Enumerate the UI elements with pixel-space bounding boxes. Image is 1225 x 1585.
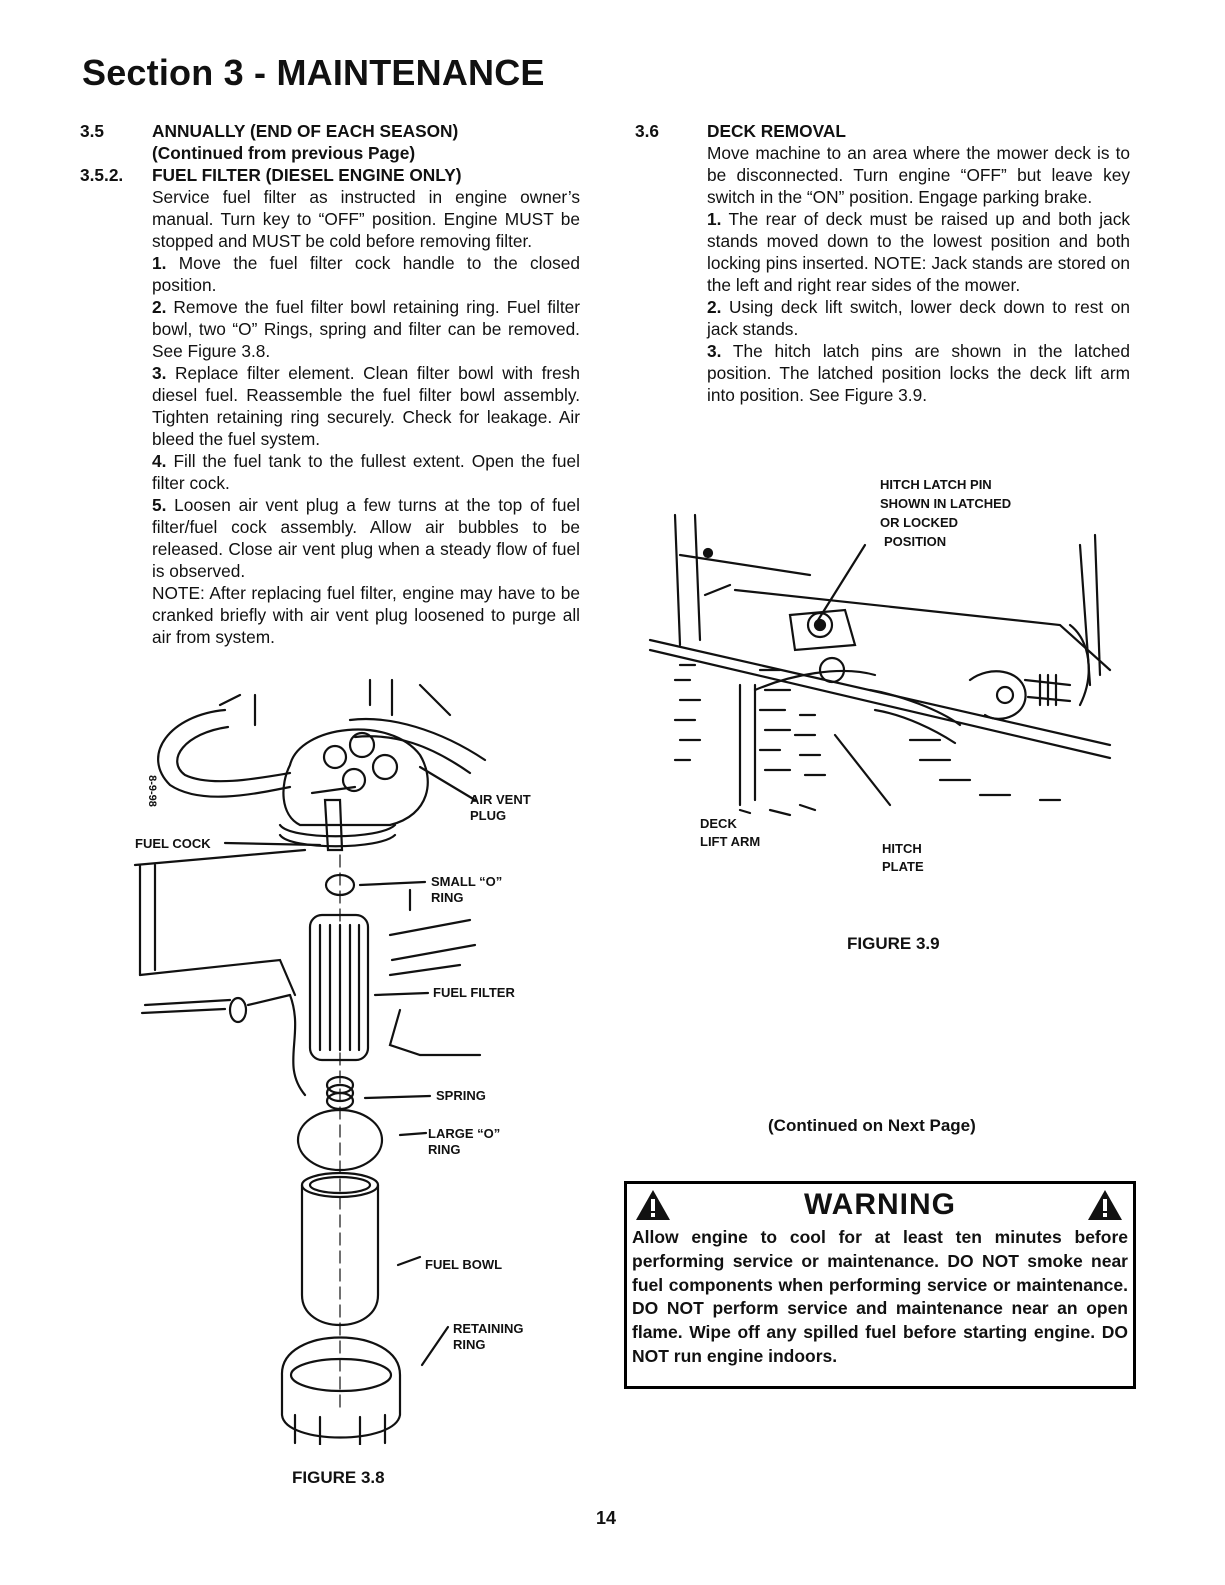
figure-3-8-fuel-filter-diagram <box>130 675 560 1445</box>
retaining-ring-label: RETAINING RING <box>453 1321 524 1352</box>
section-heading-3-5-2 <box>80 164 580 186</box>
step-number: 5. <box>152 495 167 515</box>
page-title: Section 3 - MAINTENANCE <box>82 52 545 93</box>
section-subheading <box>80 142 580 164</box>
right-column <box>635 120 1130 406</box>
warning-title: WARNING <box>804 1188 956 1221</box>
air-vent-plug-label: AIR VENT PLUG <box>470 792 531 823</box>
step-item <box>152 362 580 450</box>
small-o-ring-label: SMALL “O” RING <box>431 874 503 905</box>
hitch-plate-label: HITCH PLATE <box>882 841 924 874</box>
step-number: 3. <box>152 363 167 383</box>
spring-label: SPRING <box>436 1088 486 1103</box>
step-item <box>707 340 1130 406</box>
note-paragraph: NOTE: After replacing fuel filter, engine may have to be cranked briefly with air vent plug loosened to purge all air from system. <box>152 583 580 647</box>
fuel-cock-label: FUEL COCK <box>135 836 211 851</box>
figure-3-8-caption: FIGURE 3.8 <box>292 1468 385 1487</box>
fuel-filter-instructions <box>152 186 580 648</box>
hitch-latch-pin-label: HITCH LATCH PIN SHOWN IN LATCHED OR LOCKED POSITION <box>880 477 1012 549</box>
step-item <box>707 208 1130 296</box>
step-item <box>152 450 580 494</box>
warning-box <box>624 1181 1136 1389</box>
step-number: 2. <box>152 297 167 317</box>
section-subtitle: (Continued from previous Page) <box>152 143 416 163</box>
deck-removal-instructions <box>707 142 1130 406</box>
step-text: The rear of deck must be raised up and both jack stands moved down to the lowest position and both locking pins inserted. NOTE: Jack stands are stored on the left and right rear sides of the mower. <box>707 209 1130 295</box>
step-item <box>152 494 580 582</box>
fuel-filter-label: FUEL FILTER <box>433 985 515 1000</box>
intro-paragraph: Service fuel filter as instructed in engine owner’s manual. Turn key to “OFF” position. Engine MUST be stopped and MUST be cold before removing filter. <box>152 187 580 251</box>
section-number: 3.5 <box>80 121 105 141</box>
step-text: Move the fuel filter cock handle to the closed position. <box>152 253 580 295</box>
step-number: 1. <box>152 253 167 273</box>
section-title: ANNUALLY (END OF EACH SEASON) <box>152 121 459 141</box>
section-title: DECK REMOVAL <box>707 121 846 141</box>
figure-3-9-deck-hitch-diagram <box>640 475 1120 880</box>
page-number: 14 <box>596 1508 617 1528</box>
intro-paragraph: Move machine to an area where the mower deck is to be disconnected. Turn engine “OFF” but leave key switch in the “ON” position. Engage parking brake. <box>707 143 1130 207</box>
step-text: The hitch latch pins are shown in the latched position. The latched position locks the deck lift arm into position. See Figure 3.9. <box>707 341 1130 405</box>
deck-lift-arm-label: DECK LIFT ARM <box>700 816 761 849</box>
figure-3-9-caption: FIGURE 3.9 <box>847 934 940 953</box>
step-number: 1. <box>707 209 722 229</box>
step-text: Loosen air vent plug a few turns at the top of fuel filter/fuel cock assembly. Allow air bubbles to be released. Close air vent plug when a steady flow of fuel is observed. <box>152 495 580 581</box>
left-column <box>80 120 580 648</box>
step-item <box>707 296 1130 340</box>
step-number: 2. <box>707 297 722 317</box>
warning-header <box>632 1188 1128 1226</box>
warning-triangle-icon <box>1086 1188 1124 1227</box>
step-text: Using deck lift switch, lower deck down to rest on jack stands. <box>707 297 1130 339</box>
fuel-bowl-label: FUEL BOWL <box>425 1257 503 1272</box>
section-number: 3.6 <box>635 121 660 141</box>
section-heading-3-5 <box>80 120 580 142</box>
section-heading-3-6 <box>635 120 1130 142</box>
warning-text: Allow engine to cool for at least ten minutes before performing service or maintenance. DO NOT smoke near fuel components when performing service or maintenance. DO NOT perform service and maintenance near an open flame. Wipe off any spilled fuel before starting engine. DO NOT run engine indoors. <box>632 1227 1128 1366</box>
step-item <box>152 252 580 296</box>
step-item <box>152 296 580 362</box>
step-number: 3. <box>707 341 722 361</box>
section-number: 3.5.2. <box>80 165 124 185</box>
step-text: Fill the fuel tank to the fullest extent. Open the fuel filter cock. <box>152 451 580 493</box>
continued-note: (Continued on Next Page) <box>768 1116 976 1135</box>
side-mark: 8-9-98 <box>145 775 158 807</box>
large-o-ring-label: LARGE “O” RING <box>428 1126 501 1157</box>
step-number: 4. <box>152 451 167 471</box>
step-text: Replace filter element. Clean filter bowl with fresh diesel fuel. Reassemble the fuel filter bowl assembly. Tighten retaining ring securely. Check for leakage. Air bleed the fuel system. <box>152 363 580 449</box>
step-text: Remove the fuel filter bowl retaining ring. Fuel filter bowl, two “O” Rings, spring and filter can be removed. See Figure 3.8. <box>152 297 580 361</box>
section-title: FUEL FILTER (DIESEL ENGINE ONLY) <box>152 165 462 185</box>
